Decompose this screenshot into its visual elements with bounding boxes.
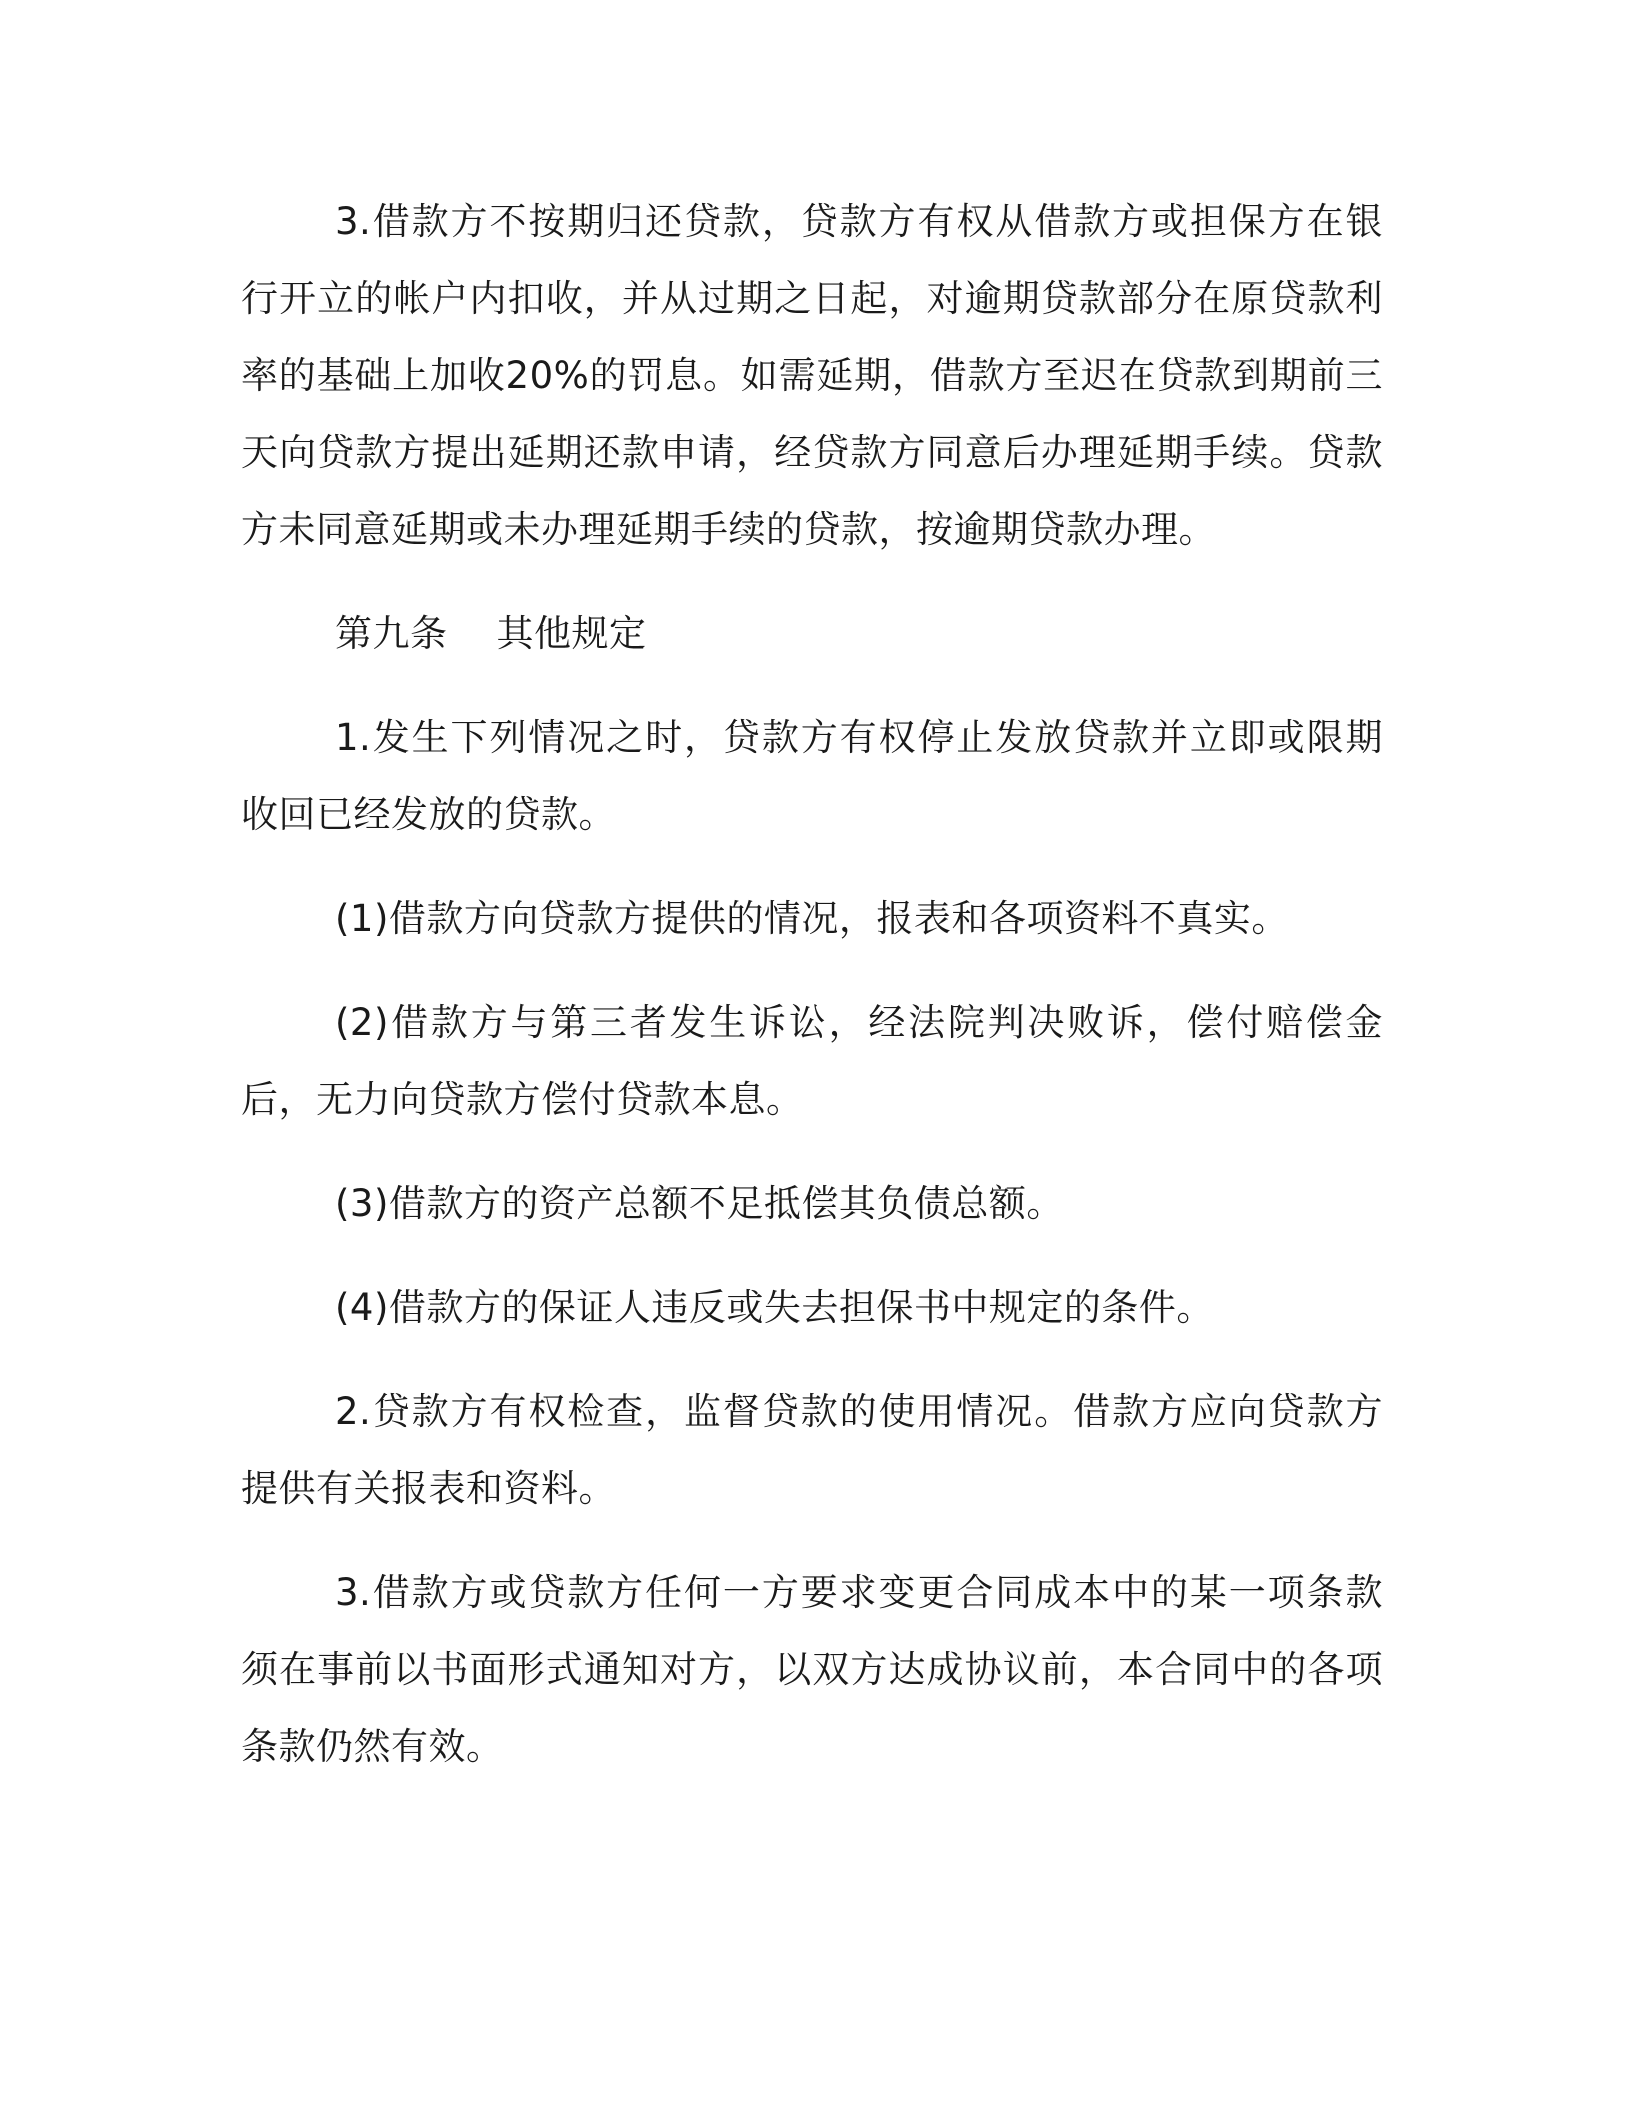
article-nine-heading: 第九条 其他规定 bbox=[335, 612, 647, 655]
paragraph-stop-lending: 1.发生下列情况之时，贷款方有权停止发放贷款并立即或限期收回已经发放的贷款。 bbox=[241, 716, 1383, 836]
document-page bbox=[241, 183, 1383, 1785]
paragraph-condition-4: (4)借款方的保证人违反或失去担保书中规定的条件。 bbox=[335, 1286, 1214, 1329]
paragraph-condition-3: (3)借款方的资产总额不足抵偿其负债总额。 bbox=[335, 1182, 1064, 1225]
paragraph-condition-2: (2)借款方与第三者发生诉讼，经法院判决败诉，偿付赔偿金后，无力向贷款方偿付贷款本息。 bbox=[241, 1001, 1383, 1121]
paragraph-inspection-right: 2.贷款方有权检查，监督贷款的使用情况。借款方应向贷款方提供有关报表和资料。 bbox=[241, 1390, 1383, 1510]
paragraph-condition-1: (1)借款方向贷款方提供的情况，报表和各项资料不真实。 bbox=[335, 897, 1289, 940]
paragraph-overdue-repayment: 3.借款方不按期归还贷款，贷款方有权从借款方或担保方在银行开立的帐户内扣收，并从过期之日起，对逾期贷款部分在原贷款利率的基础上加收20%的罚息。如需延期，借款方至迟在贷款到期前三天向贷款方提出延期还款申请，经贷款方同意后办理延期手续。贷款方未同意延期或未办理延期手续的贷款，按逾期贷款办理。 bbox=[241, 200, 1383, 551]
paragraph-contract-change: 3.借款方或贷款方任何一方要求变更合同成本中的某一项条款须在事前以书面形式通知对方，以双方达成协议前，本合同中的各项条款仍然有效。 bbox=[241, 1571, 1383, 1768]
